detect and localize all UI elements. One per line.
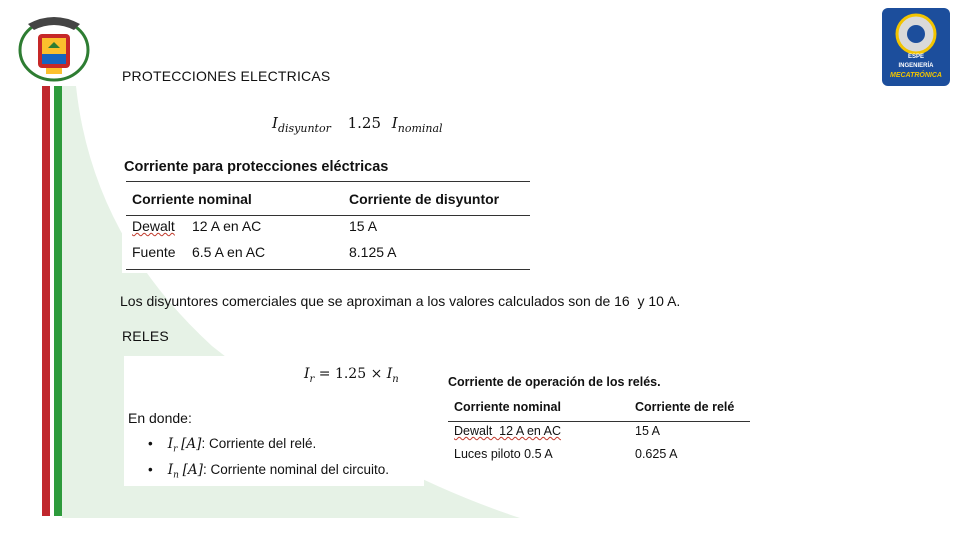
page-title: PROTECCIONES ELECTRICAS: [122, 68, 331, 84]
table-1-row1-nominal: 12 A en AC: [192, 218, 262, 234]
formula-1-rhs-sub: nominal: [397, 122, 443, 135]
bullet-nominal-current: [148, 462, 389, 481]
logo-text-2: INGENIERÍA: [898, 63, 934, 69]
relay-formula-mid: = 1.25 ×: [314, 366, 387, 382]
bullet-dot-icon: •: [148, 462, 168, 477]
table-1-header-breaker: Corriente de disyuntor: [349, 191, 500, 207]
table-2-header-relay: Corriente de relé: [635, 400, 735, 414]
where-label: En donde:: [128, 410, 192, 426]
table-1-caption: Corriente para protecciones eléctricas: [124, 159, 389, 175]
table-1-box: [122, 155, 532, 273]
bullet2-sym: I: [167, 462, 174, 478]
mechatronics-logo: [880, 6, 952, 88]
table-2-caption: Corriente de operación de los relés.: [448, 375, 661, 389]
formula-1-factor: 1.25: [347, 114, 382, 132]
table-1-bottom-rule: [126, 269, 530, 270]
table-2-box: [444, 372, 754, 467]
relays-heading: RELES: [122, 328, 169, 344]
table-2-header-nominal: Corriente nominal: [454, 400, 561, 414]
table-2-row2-relay: 0.625 A: [635, 447, 678, 461]
formula-1-lhs-sub: disyuntor: [277, 122, 331, 135]
relay-formula: [304, 366, 399, 385]
relay-formula-box: [124, 356, 424, 486]
bullet2-sub: n: [173, 470, 179, 481]
relay-formula-lhs-sub: r: [309, 373, 315, 385]
red-stripe: [42, 86, 50, 516]
table-2-row1-nominal-text: Dewalt 12 A en AC: [454, 424, 562, 438]
green-stripe: [54, 86, 62, 516]
bullet2-text: : Corriente nominal del circuito.: [202, 462, 390, 477]
table-1-row2-device: Fuente: [132, 244, 176, 260]
table-2-row2-nominal: Luces piloto 0.5 A: [454, 447, 553, 461]
bullet2-unit: [A]: [182, 462, 203, 478]
logo-text-3: MECATRÓNICA: [890, 72, 942, 79]
formula-1-box: [122, 102, 532, 142]
table-1-header-rule: [126, 215, 530, 216]
relay-formula-rhs-sub: n: [392, 373, 399, 385]
bullet-dot-icon: •: [148, 436, 168, 451]
formula-1-rhs: I: [391, 114, 398, 132]
table-1-header-nominal: Corriente nominal: [132, 191, 252, 207]
bullet1-text: : Corriente del relé.: [201, 436, 317, 451]
bullet1-sub: r: [173, 444, 178, 455]
coat-of-arms-logo: [8, 8, 100, 84]
bullet-relay-current: [148, 436, 316, 455]
table-2-header-rule: [448, 421, 750, 422]
bullet1-unit: [A]: [181, 436, 202, 452]
table-1-row1-device: Dewalt: [132, 218, 175, 234]
relay-formula-lhs: I: [304, 366, 310, 382]
relay-formula-rhs: I: [386, 366, 393, 382]
table-2-row1-nominal: [454, 424, 561, 438]
table-1-row1-breaker: 15 A: [349, 218, 378, 234]
formula-1: [272, 114, 443, 135]
logo-text-1: ESPE: [907, 54, 924, 60]
table-2-row1-relay: 15 A: [635, 424, 661, 438]
formula-1-lhs: I: [272, 114, 278, 132]
table-1-row2-breaker: 8.125 A: [349, 244, 397, 260]
conclusion-paragraph: Los disyuntores comerciales que se aproximan a los valores calculados son de 16 y 10 A.: [120, 293, 681, 309]
table-1-row2-nominal: 6.5 A en AC: [192, 244, 266, 260]
table-1-top-rule: [126, 181, 530, 182]
bullet1-sym: I: [167, 436, 174, 452]
